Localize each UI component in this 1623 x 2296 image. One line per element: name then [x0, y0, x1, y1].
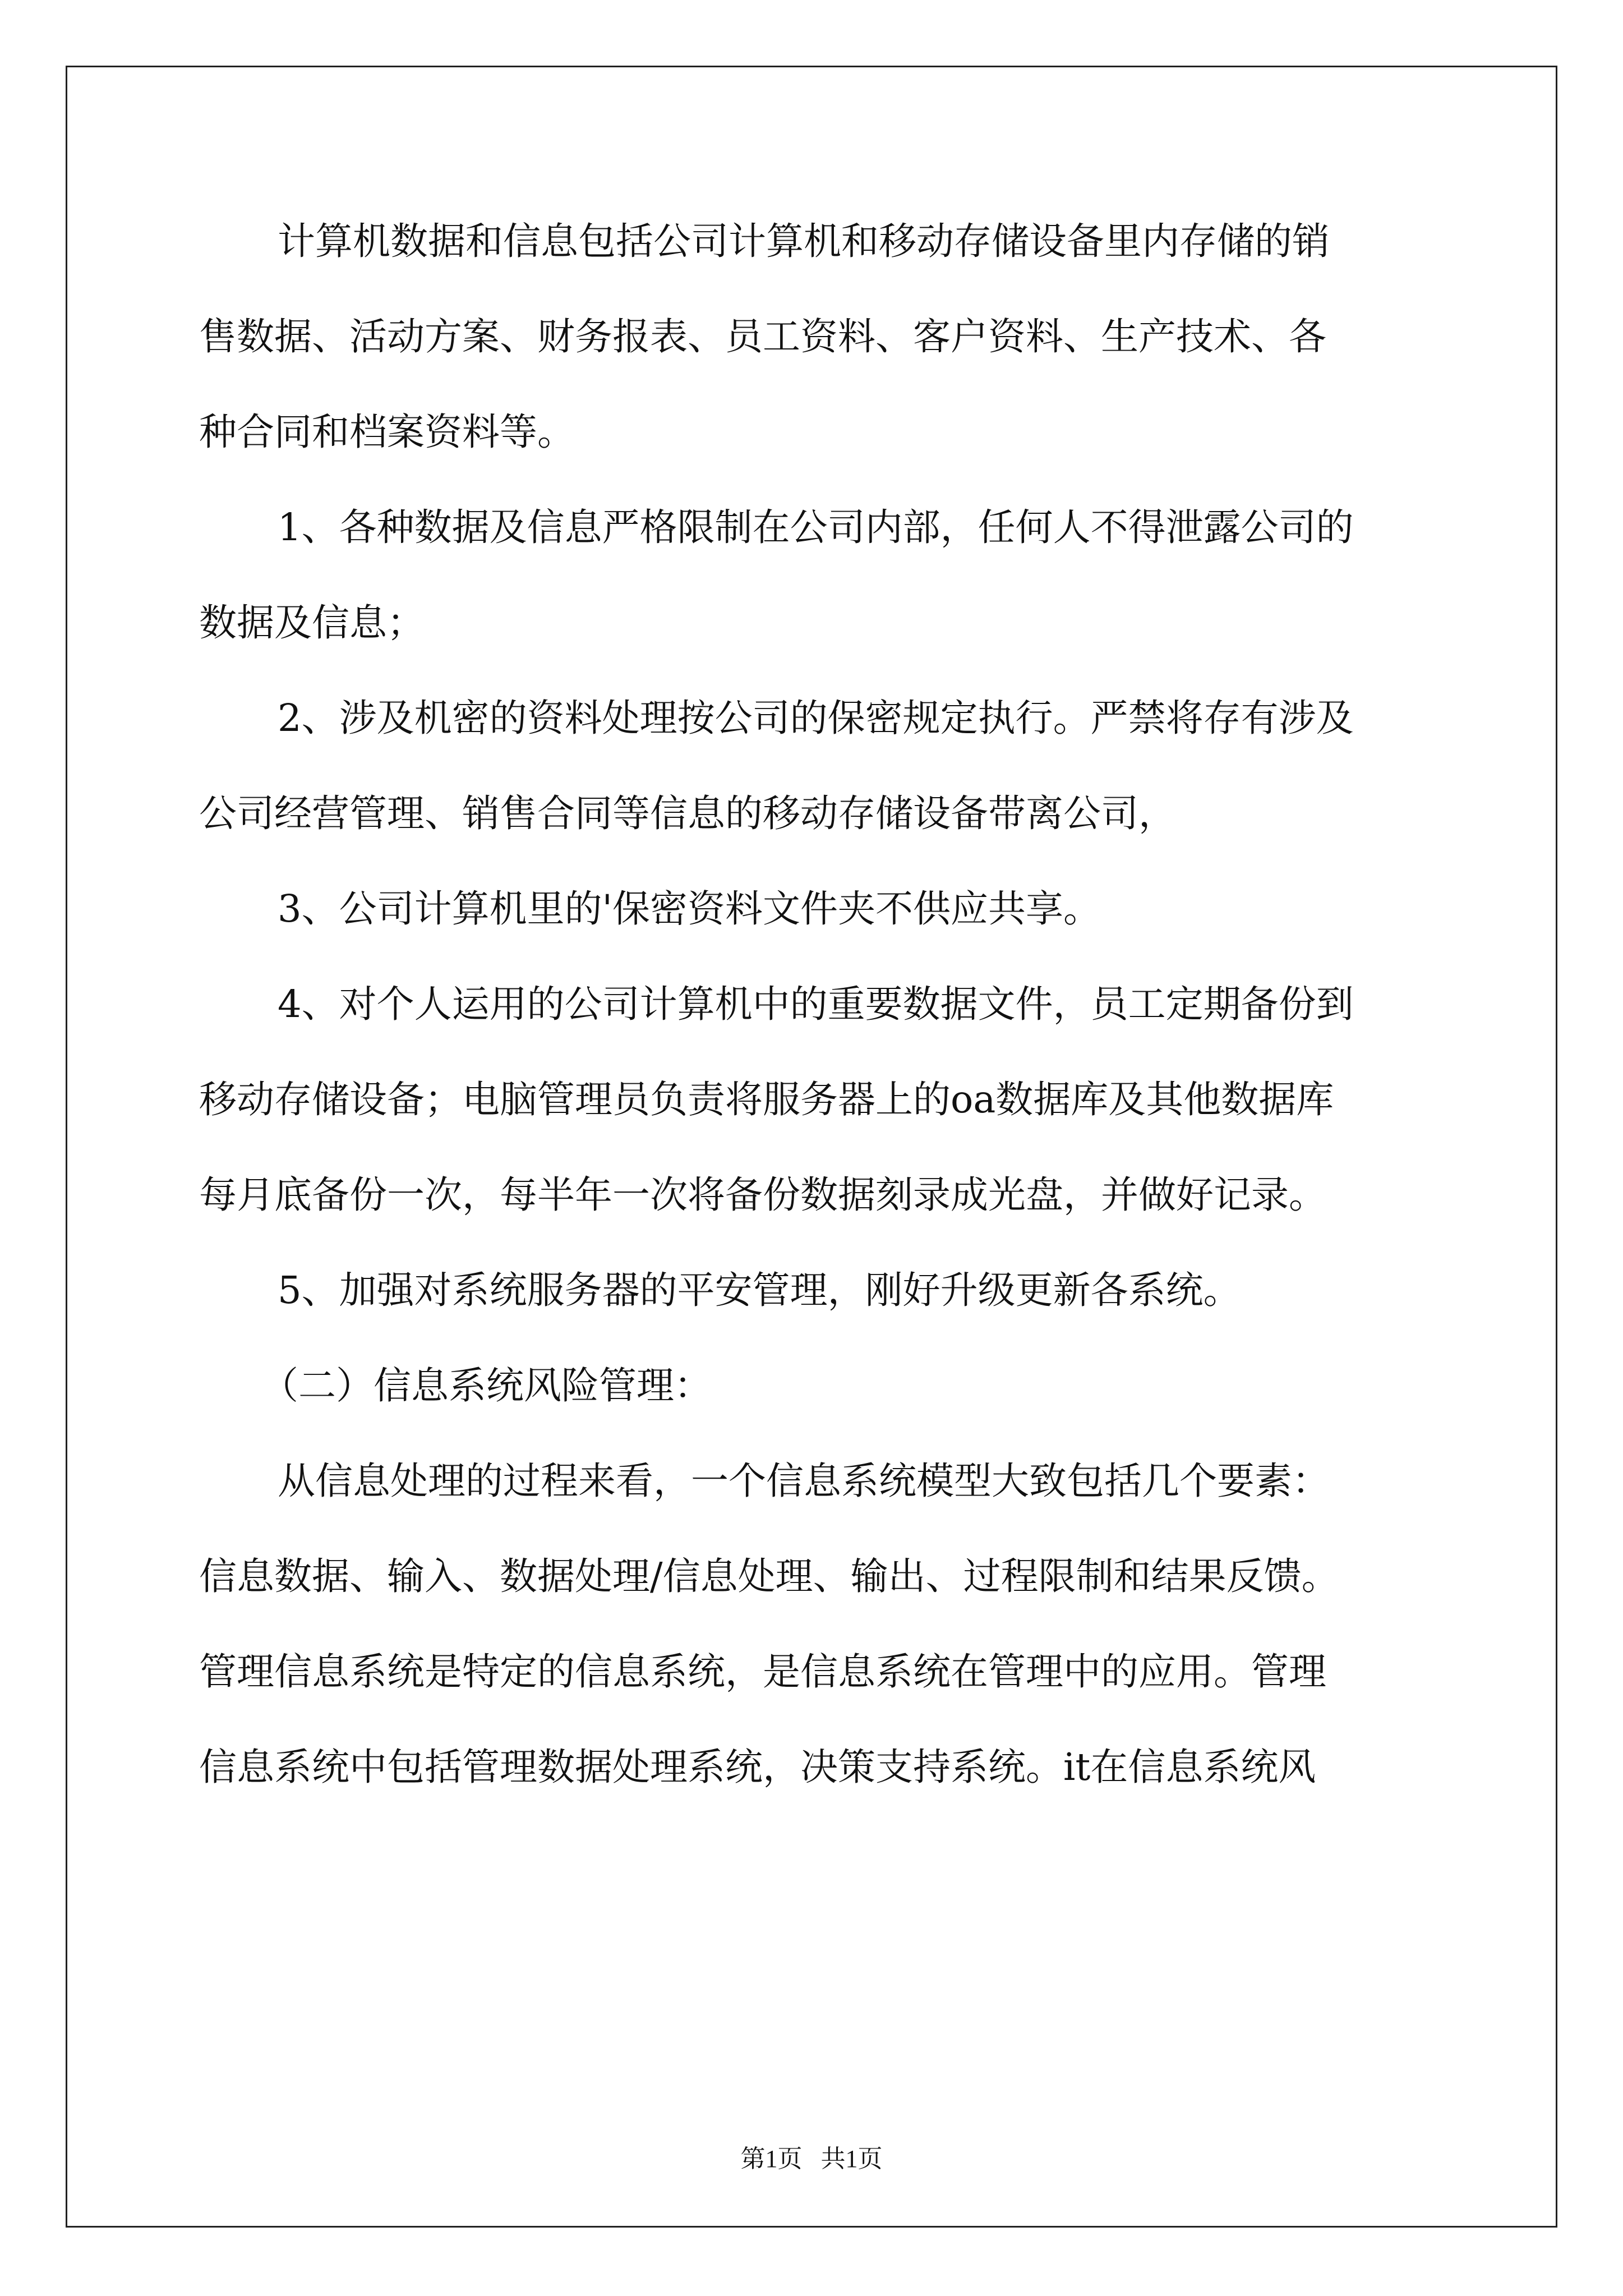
section-heading: （二）信息系统风险管理：: [261, 1364, 712, 1407]
page-number-footer: 第1页 共1页: [740, 2145, 883, 2173]
paragraph-line: 种合同和档案资料等。: [199, 410, 575, 454]
paragraph-line: 数据及信息；: [199, 601, 425, 645]
paragraph-line: 1、各种数据及信息严格限制在公司内部，任何人不得泄露公司的: [278, 505, 1354, 549]
paragraph-line: 信息数据、输入、数据处理/信息处理、输出、过程限制和结果反馈。: [199, 1554, 1339, 1598]
paragraph-line: 信息系统中包括管理数据处理系统，决策支持系统。it在信息系统风: [199, 1745, 1316, 1789]
paragraph-line: 5、加强对系统服务器的平安管理，刚好升级更新各系统。: [278, 1268, 1241, 1312]
paragraph-line: 公司经营管理、销售合同等信息的移动存储设备带离公司，: [199, 792, 1176, 835]
paragraph-line: 管理信息系统是特定的信息系统，是信息系统在管理中的应用。管理: [199, 1650, 1326, 1694]
paragraph-line: 售数据、活动方案、财务报表、员工资料、客户资料、生产技术、各: [199, 315, 1326, 358]
paragraph-line: 计算机数据和信息包括公司计算机和移动存储设备里内存储的销: [278, 219, 1330, 263]
paragraph-line: 每月底备份一次，每半年一次将备份数据刻录成光盘，并做好记录。: [199, 1173, 1326, 1217]
paragraph-line: 2、涉及机密的资料处理按公司的保密规定执行。严禁将存有涉及: [278, 696, 1354, 740]
paragraph-line: 从信息处理的过程来看，一个信息系统模型大致包括几个要素：: [278, 1459, 1330, 1503]
paragraph-line: 移动存储设备；电脑管理员负责将服务器上的oa数据库及其他数据库: [199, 1078, 1334, 1121]
document-body: [199, 194, 1427, 1815]
paragraph-line: 3、公司计算机里的'保密资料文件夹不供应共享。: [278, 887, 1101, 931]
paragraph-line: 4、对个人运用的公司计算机中的重要数据文件，员工定期备份到: [278, 982, 1354, 1026]
